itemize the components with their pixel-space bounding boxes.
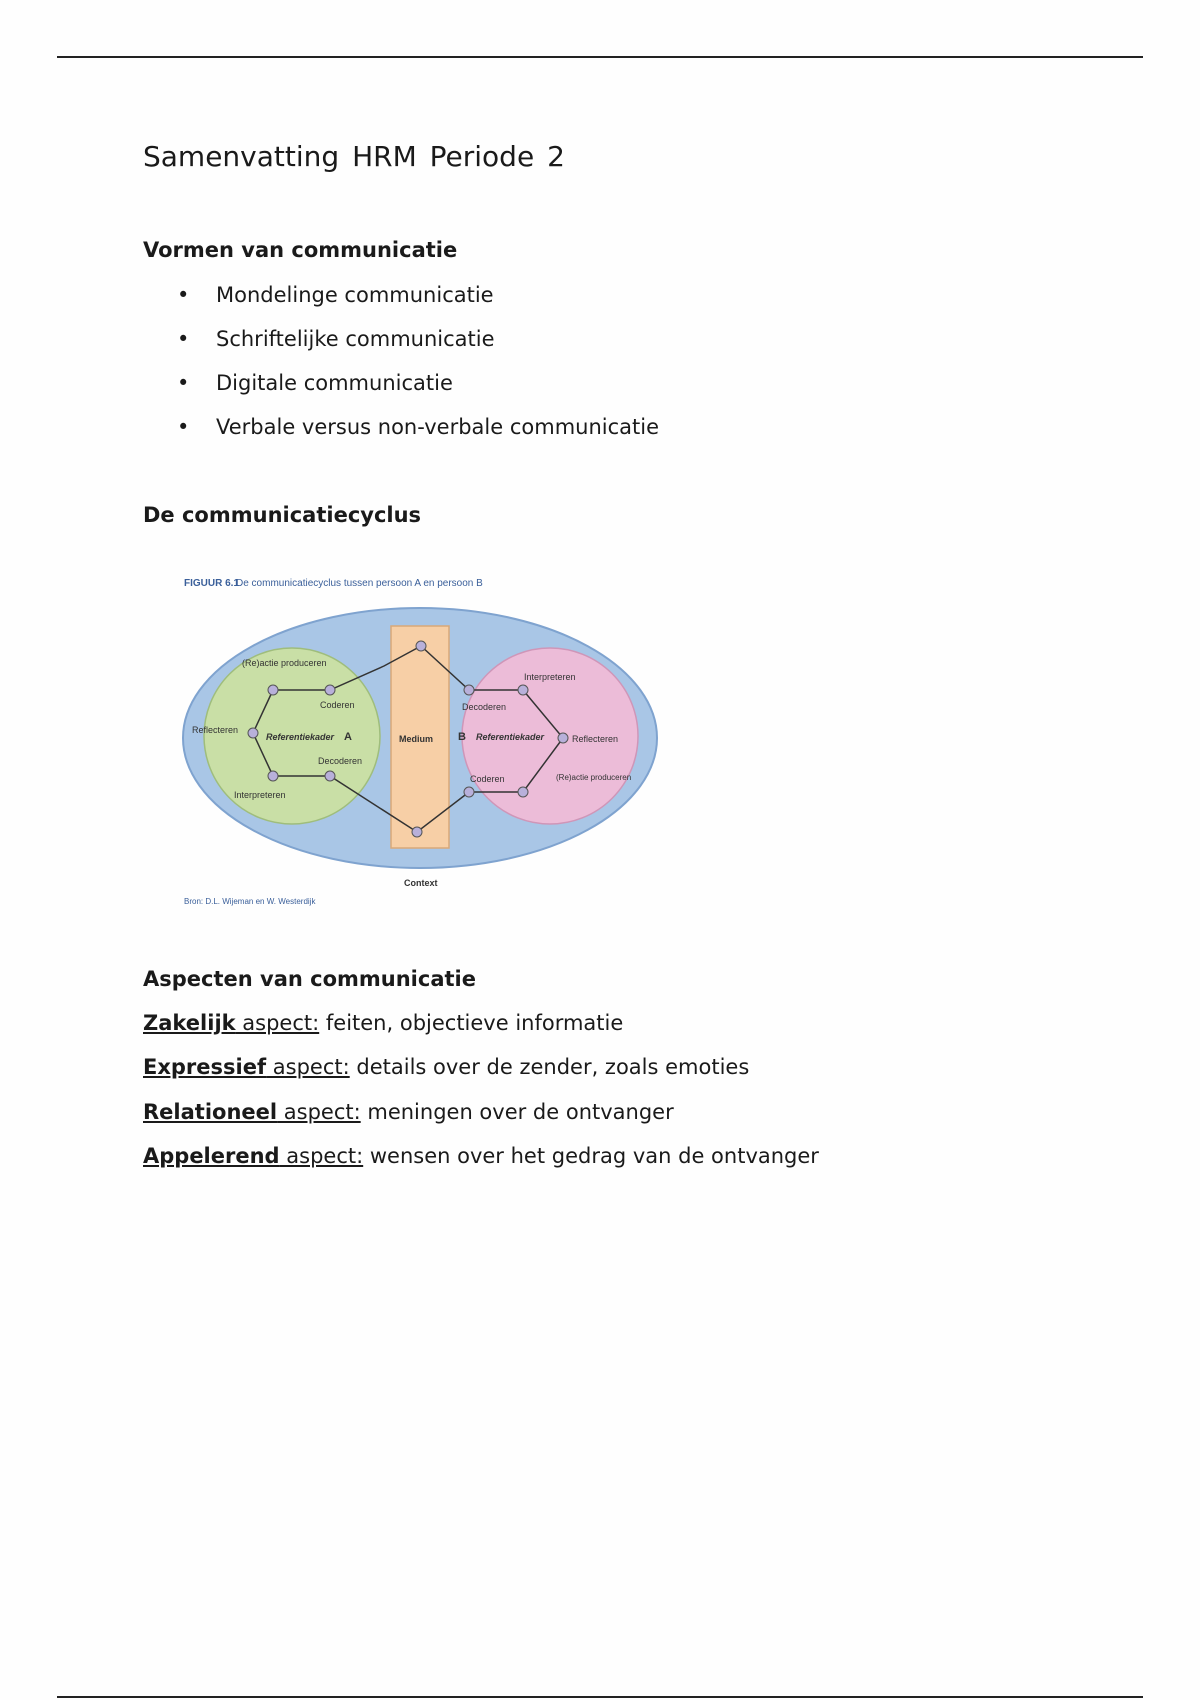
label-b-interpret: Interpreteren [524, 672, 576, 682]
label-a-decode: Decoderen [318, 756, 363, 766]
figure-source: Bron: D.L. Wijeman en W. Westerdijk [184, 897, 316, 906]
aspect-term: Appelerend [143, 1144, 280, 1168]
aspect-term: Relationeel [143, 1100, 278, 1124]
bottom-rule [57, 1696, 1143, 1698]
section-heading-cycle: De communicatiecyclus [143, 503, 422, 527]
aspect-kind: aspect: [266, 1055, 350, 1079]
aspect-line-relationeel [143, 1100, 674, 1124]
label-person-b: B [458, 731, 466, 743]
aspect-description: details over de zender, zoals emoties [349, 1055, 750, 1079]
list-item: • Digitale communicatie [143, 368, 659, 412]
label-b-reflect: Reflecteren [572, 734, 619, 744]
section-heading-forms: Vormen van communicatie [143, 238, 458, 262]
label-person-a: A [344, 731, 352, 743]
section-heading-aspects: Aspecten van communicatie [143, 967, 476, 991]
aspect-line-appelerend [143, 1144, 819, 1168]
label-medium: Medium [399, 734, 434, 744]
forms-list [143, 280, 659, 456]
label-a-reflect: Reflecteren [192, 725, 239, 735]
aspect-description: wensen over het gedrag van de ontvanger [363, 1144, 819, 1168]
aspect-kind: aspect: [277, 1100, 361, 1124]
label-b-frame: Referentiekader [476, 732, 545, 742]
aspect-kind: aspect: [279, 1144, 364, 1168]
label-a-produce: (Re)actie produceren [242, 658, 327, 668]
list-item: • Mondelinge communicatie [143, 280, 659, 324]
label-b-encode: Coderen [470, 774, 505, 784]
aspect-kind: aspect: [235, 1011, 320, 1035]
label-a-frame: Referentiekader [266, 732, 335, 742]
aspect-term: Expressief [143, 1055, 267, 1079]
top-rule [57, 56, 1143, 58]
figure-caption-text: De communicatiecyclus tussen persoon A en persoon B [236, 578, 483, 589]
figure-caption-label: FIGUUR 6.1 [184, 578, 240, 589]
label-b-produce: (Re)actie produceren [556, 773, 632, 782]
label-a-interpret: Interpreteren [234, 790, 286, 800]
label-a-encode: Coderen [320, 700, 355, 710]
aspect-line-zakelijk [143, 1011, 623, 1035]
label-context: Context [404, 878, 438, 888]
document-title: Samenvatting HRM Periode 2 [143, 140, 565, 173]
communication-cycle-figure [178, 570, 668, 910]
list-item: • Schriftelijke communicatie [143, 324, 659, 368]
label-b-decode: Decoderen [462, 702, 507, 712]
aspect-term: Zakelijk [143, 1011, 236, 1035]
list-item: • Verbale versus non-verbale communicatie [143, 412, 659, 456]
aspect-line-expressief [143, 1055, 749, 1079]
aspect-description: meningen over de ontvanger [360, 1100, 674, 1124]
aspect-description: feiten, objectieve informatie [319, 1011, 624, 1035]
